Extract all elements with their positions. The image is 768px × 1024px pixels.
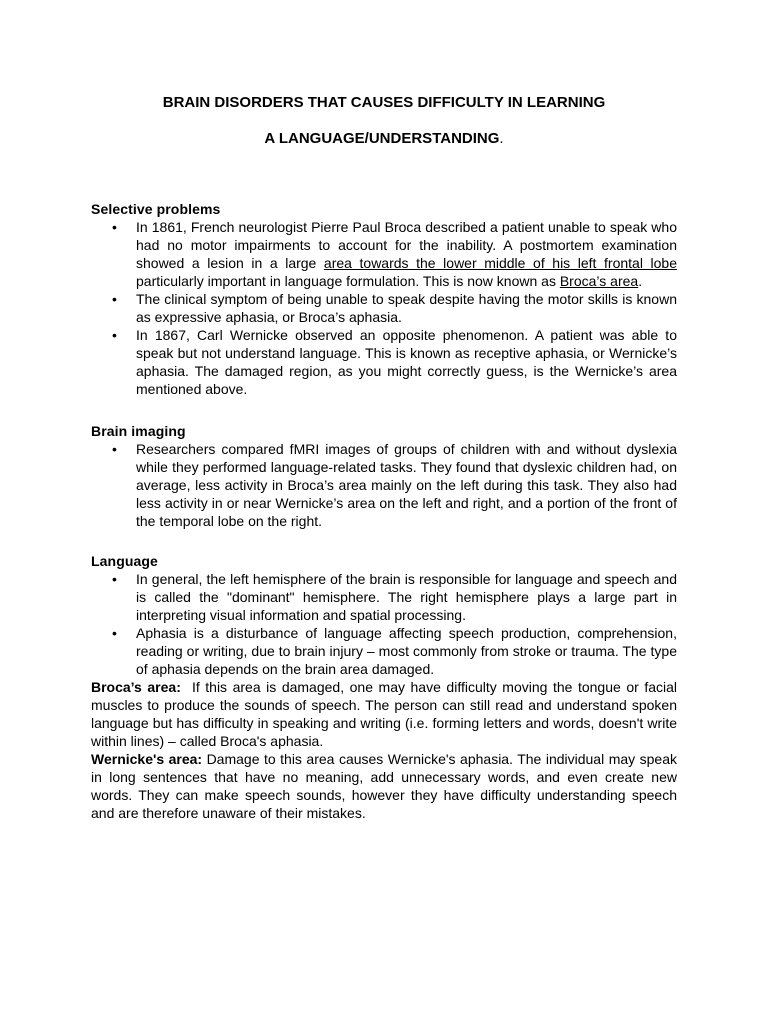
brocas-area-label: Broca’s area: <box>91 679 181 695</box>
list-item <box>91 218 677 290</box>
bullet-text: . <box>638 273 643 289</box>
bullet-icon: • <box>112 291 117 307</box>
heading-brain-imaging: Brain imaging <box>91 423 186 439</box>
wernickes-area-label: Wernicke's area: <box>91 751 203 767</box>
heading-selective-problems: Selective problems <box>91 201 221 217</box>
document-title-line2-suffix: . <box>499 130 504 147</box>
bullet-text: The clinical symptom of being unable to speak despite having the motor skills is known as expressive aphasia, or Broca’s aphasia. <box>136 291 677 325</box>
brocas-area-text: If this area is damaged, one may have difficulty moving the tongue or facial muscles to produce the sounds of speech. The person can still read and understand spoken language but has difficulty in speaking and writing (i.e. forming letters and words, doesn't write within lines) – called Broca's aphasia. <box>91 679 681 749</box>
document-title-line2-text: A LANGUAGE/UNDERSTANDING <box>264 130 500 147</box>
bullet-text: In 1867, Carl Wernicke observed an opposite phenomenon. A patient was able to speak but not understand language. This is known as receptive aphasia, or Wernicke’s aphasia. The damaged region, as you might correctly guess, is the Wernicke’s area mentioned above. <box>136 327 677 397</box>
underlined-phrase-frontal-lobe: area towards the lower middle of his left frontal lobe <box>323 255 677 271</box>
list-item <box>91 440 677 530</box>
paragraph-brocas-area <box>91 678 681 750</box>
bullet-text: In 1861, French neurologist Pierre Paul Broca described a patient unable to speak who had no motor impairments to account for the inability. A postmortem examination showed a lesion in a large <box>136 219 677 271</box>
language-list <box>91 570 677 678</box>
paragraph-wernickes-area <box>91 750 677 822</box>
underlined-phrase-brocas-area: Broca’s area <box>559 273 639 289</box>
bullet-icon: • <box>112 571 117 587</box>
document-title-line1: BRAIN DISORDERS THAT CAUSES DIFFICULTY IN LEARNING <box>162 94 606 111</box>
heading-language: Language <box>91 553 158 569</box>
bullet-icon: • <box>112 625 117 641</box>
wernickes-area-text: Damage to this area causes Wernicke's aphasia. The individual may speak in long sentences that have no meaning, add unnecessary words, and even create new words. They can make speech sounds, however they have difficulty understanding speech and are therefore unaware of their mistakes. <box>91 751 677 821</box>
bullet-text: In general, the left hemisphere of the brain is responsible for language and speech and is called the "dominant" hemisphere. The right hemisphere plays a large part in interpreting visual information and spatial processing. <box>136 571 677 623</box>
selective-problems-list <box>91 218 677 398</box>
brain-imaging-list <box>91 440 677 530</box>
bullet-text: Aphasia is a disturbance of language affecting speech production, comprehension, reading or writing, due to brain injury – most commonly from stroke or trauma. The type of aphasia depends on the brain area damaged. <box>136 625 677 677</box>
list-item <box>91 326 677 398</box>
list-item <box>91 570 677 624</box>
list-item <box>91 290 677 326</box>
list-item <box>91 624 677 678</box>
bullet-text: particularly important in language formulation. This is now known as <box>136 273 560 289</box>
bullet-icon: • <box>112 327 117 343</box>
bullet-icon: • <box>112 219 117 235</box>
bullet-text: Researchers compared fMRI images of groups of children with and without dyslexia while they performed language-related tasks. They found that dyslexic children had, on average, less activity in Broca’s area mainly on the left during this task. They also had less activity in or near Wernicke’s area on the left and right, and a portion of the front of the temporal lobe on the right. <box>136 441 677 529</box>
bullet-icon: • <box>112 441 117 457</box>
document-title-line2 <box>91 130 677 148</box>
